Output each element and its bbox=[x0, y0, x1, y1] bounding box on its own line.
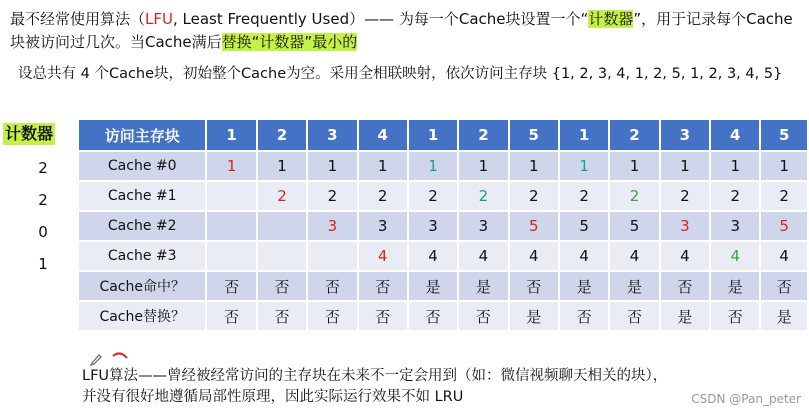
table-cell: 1 bbox=[509, 151, 559, 181]
table-cell: 否 bbox=[509, 271, 559, 301]
sequence-cell: 3 bbox=[307, 119, 357, 151]
table-row bbox=[78, 241, 808, 271]
sequence-cell: 2 bbox=[609, 119, 659, 151]
table-row bbox=[78, 271, 808, 301]
table-cell: 2 bbox=[559, 181, 609, 211]
sequence-cell: 2 bbox=[458, 119, 508, 151]
table-cell: 否 bbox=[358, 271, 408, 301]
table-cell: 否 bbox=[559, 301, 609, 331]
sequence-cell: 1 bbox=[206, 119, 256, 151]
table-cell: 3 bbox=[458, 211, 508, 241]
row-label: Cache #3 bbox=[78, 241, 206, 271]
lfu-table bbox=[77, 118, 809, 332]
counter-value: 0 bbox=[38, 223, 48, 241]
sequence-cell: 2 bbox=[257, 119, 307, 151]
table-cell: 是 bbox=[710, 271, 760, 301]
table-cell: 3 bbox=[660, 211, 710, 241]
table-cell: 是 bbox=[509, 301, 559, 331]
table-cell: 否 bbox=[206, 271, 256, 301]
header-label-cell: 访问主存块 bbox=[78, 119, 206, 151]
counter-term: 计数器 bbox=[588, 10, 634, 28]
table-cell: 1 bbox=[206, 151, 256, 181]
table-cell: 4 bbox=[559, 241, 609, 271]
table-cell: 5 bbox=[760, 211, 808, 241]
table-cell: 否 bbox=[609, 301, 659, 331]
table-cell: 3 bbox=[307, 211, 357, 241]
table-cell: 1 bbox=[760, 151, 808, 181]
table-cell: 否 bbox=[307, 301, 357, 331]
table-cell bbox=[206, 181, 256, 211]
table-cell: 否 bbox=[307, 271, 357, 301]
replace-phrase: 替换“计数器”最小的 bbox=[221, 33, 358, 51]
footer-line-1: LFU算法——曾经被经常访问的主存块在未来不一定会用到（如：微信视频聊天相关的块）， bbox=[82, 368, 668, 384]
pencil-icon bbox=[89, 352, 103, 366]
table-cell: 2 bbox=[458, 181, 508, 211]
row-label: Cache #0 bbox=[78, 151, 206, 181]
table-cell: 4 bbox=[509, 241, 559, 271]
table-cell: 4 bbox=[458, 241, 508, 271]
table-cell: 1 bbox=[710, 151, 760, 181]
table-cell: 否 bbox=[358, 301, 408, 331]
table-cell: 4 bbox=[408, 241, 458, 271]
table-cell: 2 bbox=[710, 181, 760, 211]
table-cell: 是 bbox=[408, 271, 458, 301]
sequence-cell: 1 bbox=[559, 119, 609, 151]
header-middle: ）—— 为每一个Cache块设置一个“ bbox=[349, 10, 589, 28]
table-cell bbox=[307, 241, 357, 271]
counter-value: 1 bbox=[38, 255, 48, 273]
sequence-cell: 5 bbox=[509, 119, 559, 151]
table-cell: 1 bbox=[458, 151, 508, 181]
table-row bbox=[78, 151, 808, 181]
table-cell bbox=[257, 241, 307, 271]
intro-text: 设总共有 4 个Cache块，初始整个Cache为空。采用全相联映射，依次访问主存块 {1, 2, 3, 4, 1, 2, 5, 1, 2, 3, 4, 5} bbox=[18, 66, 783, 82]
table-cell: 1 bbox=[257, 151, 307, 181]
sequence-cell: 4 bbox=[358, 119, 408, 151]
table-cell: 4 bbox=[358, 241, 408, 271]
row-label: Cache #1 bbox=[78, 181, 206, 211]
table-cell: 是 bbox=[559, 271, 609, 301]
table-cell bbox=[206, 241, 256, 271]
table-cell: 2 bbox=[408, 181, 458, 211]
watermark: CSDN @Pan_peter bbox=[691, 392, 801, 406]
table-cell: 1 bbox=[559, 151, 609, 181]
table-header-row bbox=[78, 119, 808, 151]
table-cell: 否 bbox=[710, 301, 760, 331]
table-cell: 2 bbox=[257, 181, 307, 211]
table-cell: 是 bbox=[760, 301, 808, 331]
table-cell: 1 bbox=[609, 151, 659, 181]
counter-value: 2 bbox=[38, 191, 48, 209]
red-arc-mark bbox=[111, 350, 129, 364]
table-cell: 4 bbox=[710, 241, 760, 271]
table-cell bbox=[257, 211, 307, 241]
table-cell: 否 bbox=[760, 271, 808, 301]
header-name: , Least Frequently Used bbox=[172, 10, 350, 28]
table-cell: 2 bbox=[609, 181, 659, 211]
table-cell: 2 bbox=[358, 181, 408, 211]
row-label: Cache #2 bbox=[78, 211, 206, 241]
table-cell: 4 bbox=[760, 241, 808, 271]
table-cell: 2 bbox=[660, 181, 710, 211]
sequence-cell: 3 bbox=[660, 119, 710, 151]
table-cell: 否 bbox=[660, 271, 710, 301]
table-cell: 否 bbox=[408, 301, 458, 331]
header-abbr: LFU bbox=[145, 10, 173, 28]
table-cell: 1 bbox=[307, 151, 357, 181]
table-row bbox=[78, 301, 808, 331]
table-cell: 2 bbox=[760, 181, 808, 211]
table-row bbox=[78, 181, 808, 211]
table-cell: 否 bbox=[206, 301, 256, 331]
counter-heading: 计数器 bbox=[5, 124, 54, 143]
table-cell: 4 bbox=[660, 241, 710, 271]
table-row bbox=[78, 211, 808, 241]
table-cell: 是 bbox=[458, 271, 508, 301]
table-cell: 2 bbox=[509, 181, 559, 211]
table-cell: 否 bbox=[257, 301, 307, 331]
table-cell: 1 bbox=[358, 151, 408, 181]
row-label: Cache命中？ bbox=[78, 271, 206, 301]
sequence-cell: 4 bbox=[710, 119, 760, 151]
header-suffix: ”，用于记录每个Cache块被访问过几次。当Cache满后 bbox=[10, 10, 793, 51]
sequence-cell: 5 bbox=[760, 119, 808, 151]
table-cell: 否 bbox=[257, 271, 307, 301]
table-cell: 2 bbox=[307, 181, 357, 211]
footer-line-2: 并没有很好地遵循局部性原理，因此实际运行效果不如 LRU bbox=[82, 389, 464, 405]
table-cell: 4 bbox=[609, 241, 659, 271]
table-cell: 1 bbox=[660, 151, 710, 181]
table-cell: 5 bbox=[509, 211, 559, 241]
table-cell: 否 bbox=[458, 301, 508, 331]
table-cell: 3 bbox=[408, 211, 458, 241]
row-label: Cache替换？ bbox=[78, 301, 206, 331]
table-cell bbox=[206, 211, 256, 241]
table-cell: 1 bbox=[408, 151, 458, 181]
table-cell: 是 bbox=[660, 301, 710, 331]
header-text bbox=[10, 8, 805, 54]
table-cell: 5 bbox=[559, 211, 609, 241]
header-prefix: 最不经常使用算法（ bbox=[10, 10, 146, 28]
counter-value: 2 bbox=[38, 159, 48, 177]
table-cell: 3 bbox=[358, 211, 408, 241]
table-cell: 3 bbox=[710, 211, 760, 241]
table-cell: 是 bbox=[609, 271, 659, 301]
sequence-cell: 1 bbox=[408, 119, 458, 151]
table-cell: 5 bbox=[609, 211, 659, 241]
